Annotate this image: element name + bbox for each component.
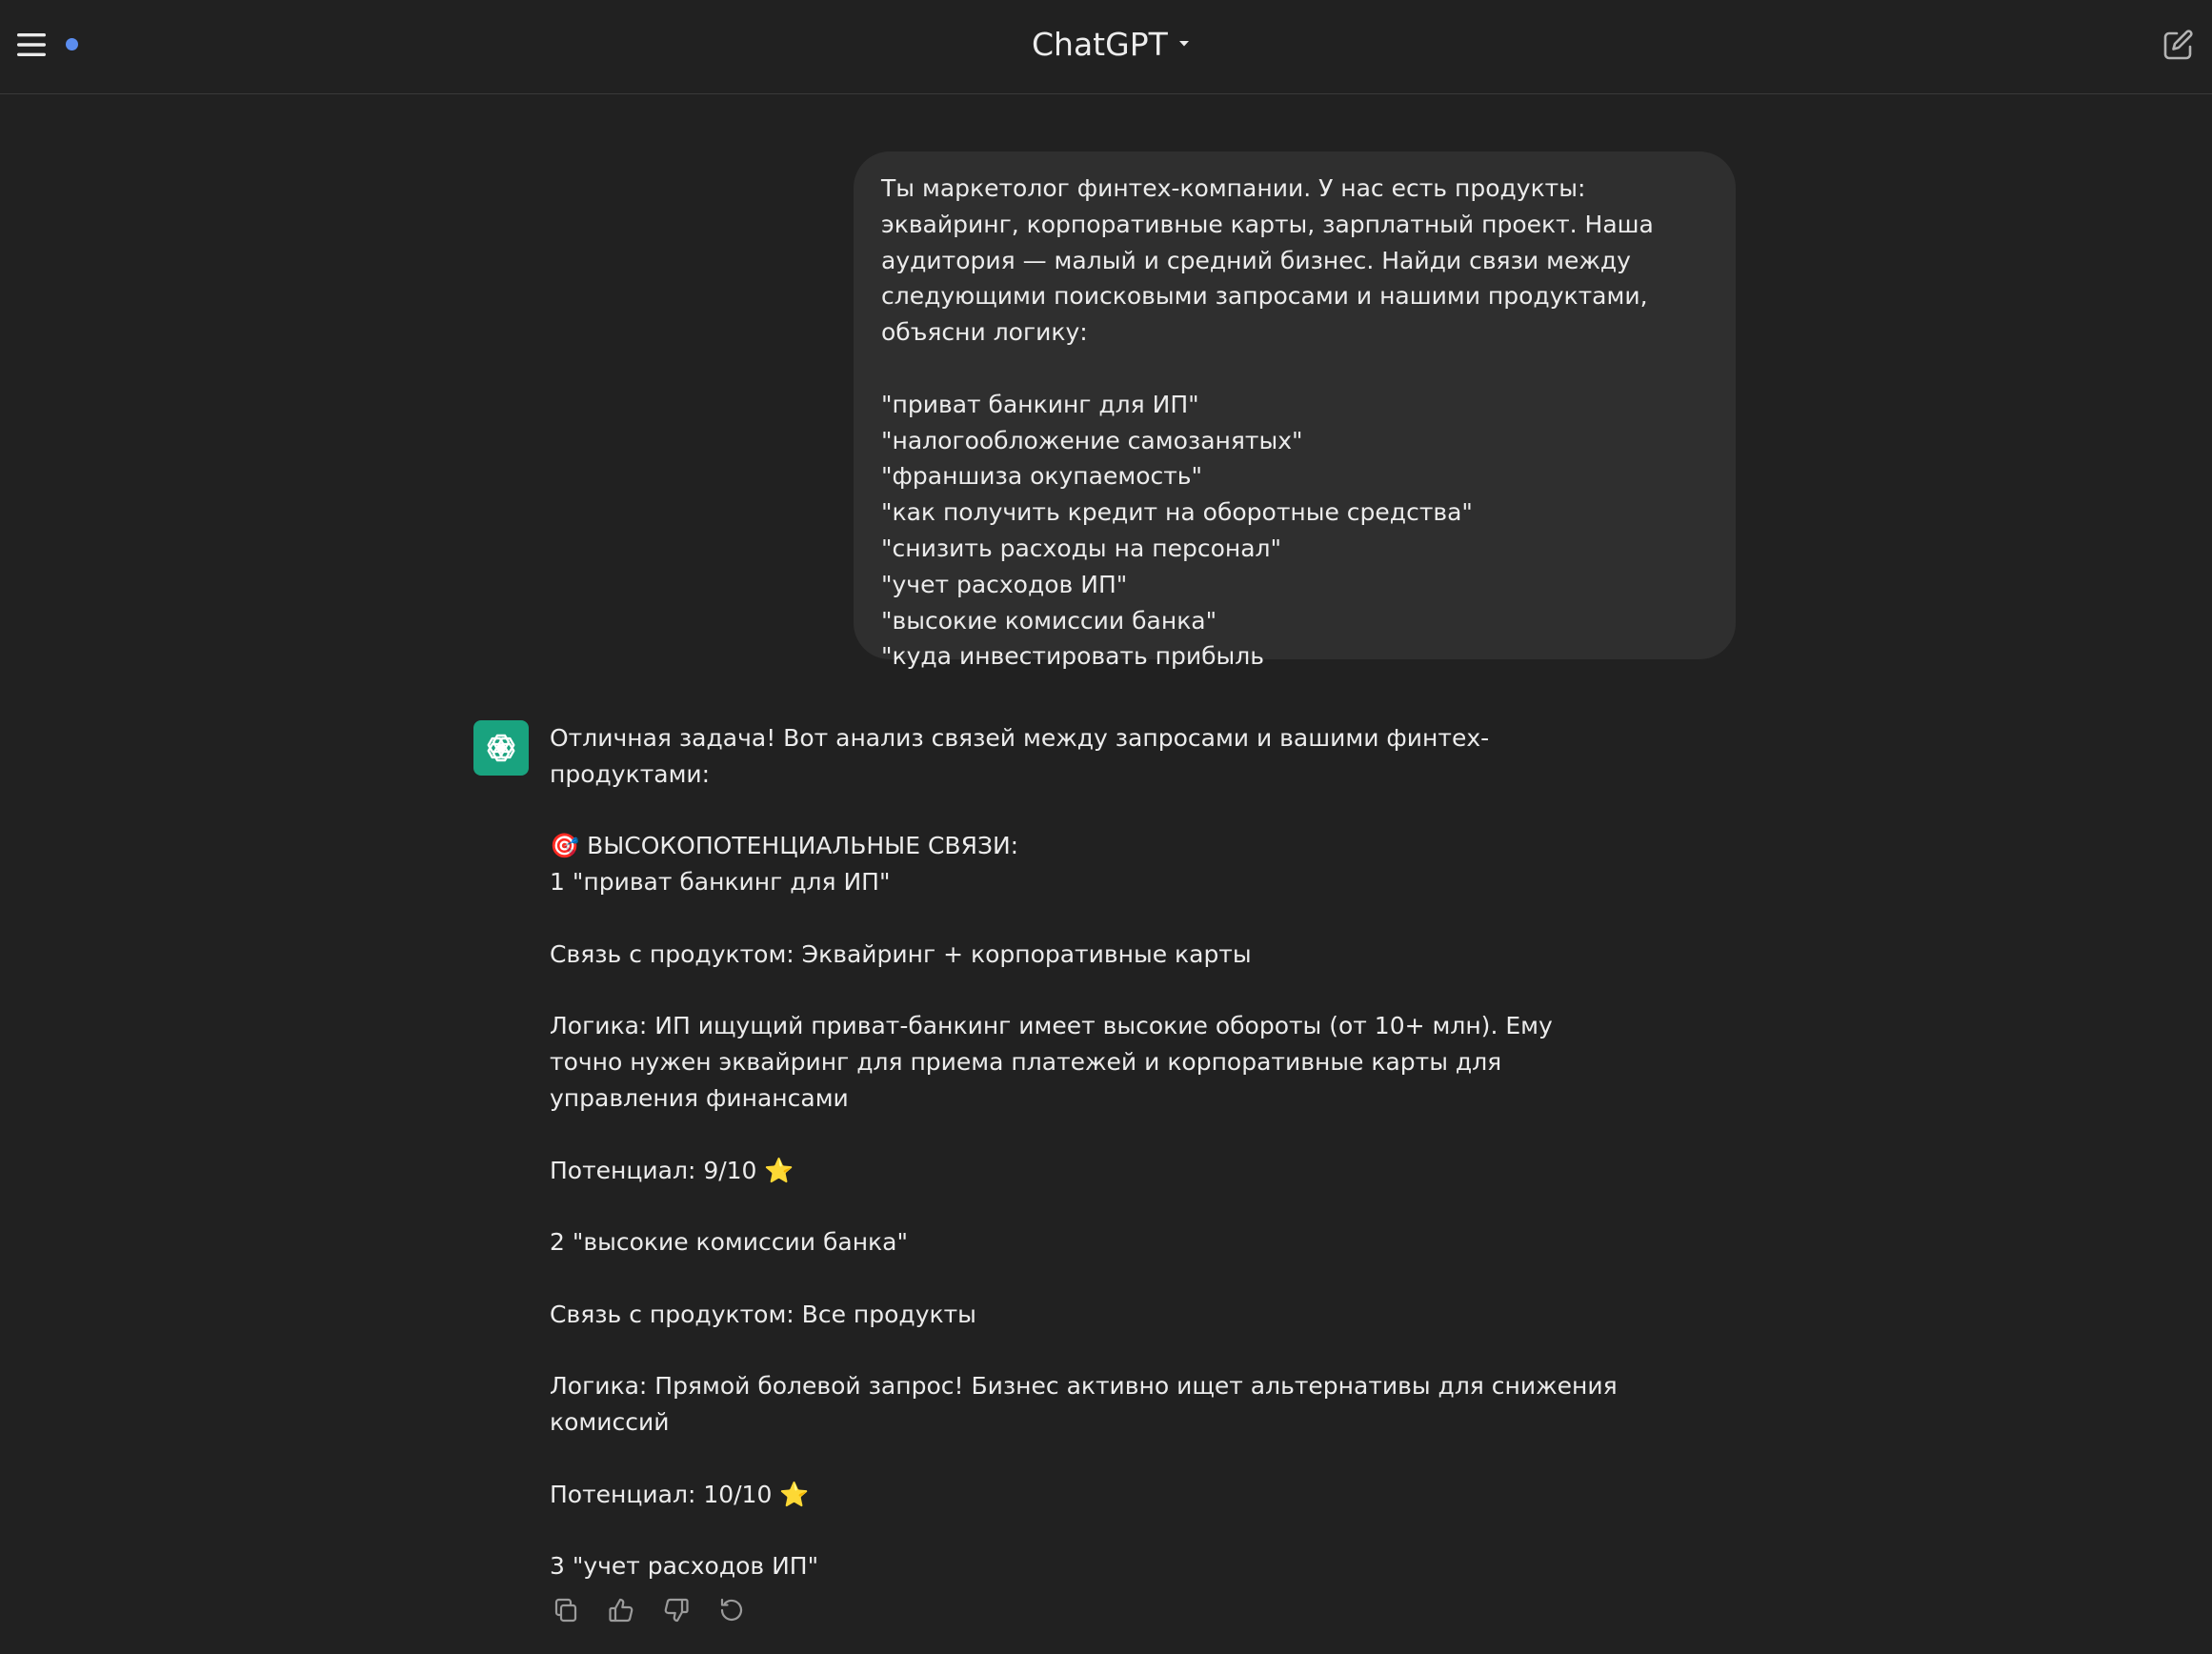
- caret-down-icon: [1177, 39, 1191, 49]
- query-item: "франшиза окупаемость": [881, 462, 1203, 491]
- assistant-answer: [550, 720, 1626, 1584]
- item-logic: Логика: Прямой болевой запрос! Бизнес активно ищет альтернативы для снижения комиссий: [550, 1372, 1618, 1437]
- item-logic: Логика: ИП ищущий приват-банкинг имеет высокие обороты (от 10+ млн). Ему точно нужен эквайринг для приема платежей и корпоративные карты для управления финансами: [550, 1012, 1553, 1112]
- model-switcher[interactable]: [1032, 21, 1191, 67]
- query-item: "налогообложение самозанятых": [881, 426, 1303, 454]
- section-heading: [550, 828, 1626, 864]
- query-item: "куда инвестировать прибыль: [881, 642, 1265, 671]
- new-chat-button[interactable]: [2155, 23, 2201, 69]
- copy-button[interactable]: [551, 1595, 581, 1625]
- item-link: Связь с продуктом: Эквайринг + корпоративные карты: [550, 939, 1252, 968]
- item-link: Связь с продуктом: Все продукты: [550, 1300, 976, 1328]
- star-emoji-icon: ⭐: [764, 1156, 794, 1184]
- sidebar-toggle-button[interactable]: [11, 25, 51, 65]
- item-potential: [550, 1153, 1626, 1189]
- answer-intro: Отличная задача! Вот анализ связей между запросами и вашими финтех-продуктами:: [550, 724, 1490, 788]
- item-title: 1 "приват банкинг для ИП": [550, 868, 891, 897]
- query-item: "приват банкинг для ИП": [881, 390, 1199, 418]
- user-message-bubble: [854, 151, 1736, 671]
- thumbs-down-button[interactable]: [661, 1595, 692, 1625]
- star-emoji-icon: ⭐: [779, 1480, 810, 1508]
- thumbs-down-icon: [662, 1596, 691, 1624]
- copy-icon: [552, 1596, 580, 1624]
- notification-dot: [66, 38, 78, 50]
- query-item: "учет расходов ИП": [881, 570, 1128, 598]
- thumbs-up-button[interactable]: [606, 1595, 636, 1625]
- query-item: "высокие комиссии банка": [881, 606, 1217, 635]
- top-bar: [0, 0, 2212, 94]
- openai-logo-icon: [482, 729, 520, 767]
- potential-text: Потенциал: 10/10: [550, 1480, 773, 1508]
- item-title: 2 "высокие комиссии банка": [550, 1228, 908, 1257]
- message-actions: [551, 1595, 747, 1625]
- hamburger-menu-icon: [16, 31, 47, 58]
- query-item: "снизить расходы на персонал": [881, 534, 1282, 562]
- query-item: "как получить кредит на оборотные средства": [881, 498, 1473, 527]
- target-emoji-icon: 🎯: [550, 832, 580, 860]
- user-message-intro: Ты маркетолог финтех-компании. У нас есть продукты: эквайринг, корпоративные карты, зарплатный проект. Наша аудитория — малый и средний бизнес. Найди связи между следующими поисковыми запросами и нашими продуктами, объясни логику:: [881, 174, 1654, 347]
- item-title: 3 "учет расходов ИП": [550, 1552, 819, 1581]
- potential-text: Потенциал: 9/10: [550, 1156, 757, 1184]
- thumbs-up-icon: [607, 1596, 635, 1624]
- section-title: ВЫСОКОПОТЕНЦИАЛЬНЫЕ СВЯЗИ:: [587, 832, 1019, 860]
- regenerate-button[interactable]: [716, 1595, 747, 1625]
- model-label: ChatGPT: [1032, 25, 1168, 63]
- item-potential: [550, 1477, 1626, 1513]
- assistant-avatar: [473, 720, 529, 776]
- regenerate-icon: [717, 1596, 746, 1624]
- edit-icon: [2161, 29, 2195, 63]
